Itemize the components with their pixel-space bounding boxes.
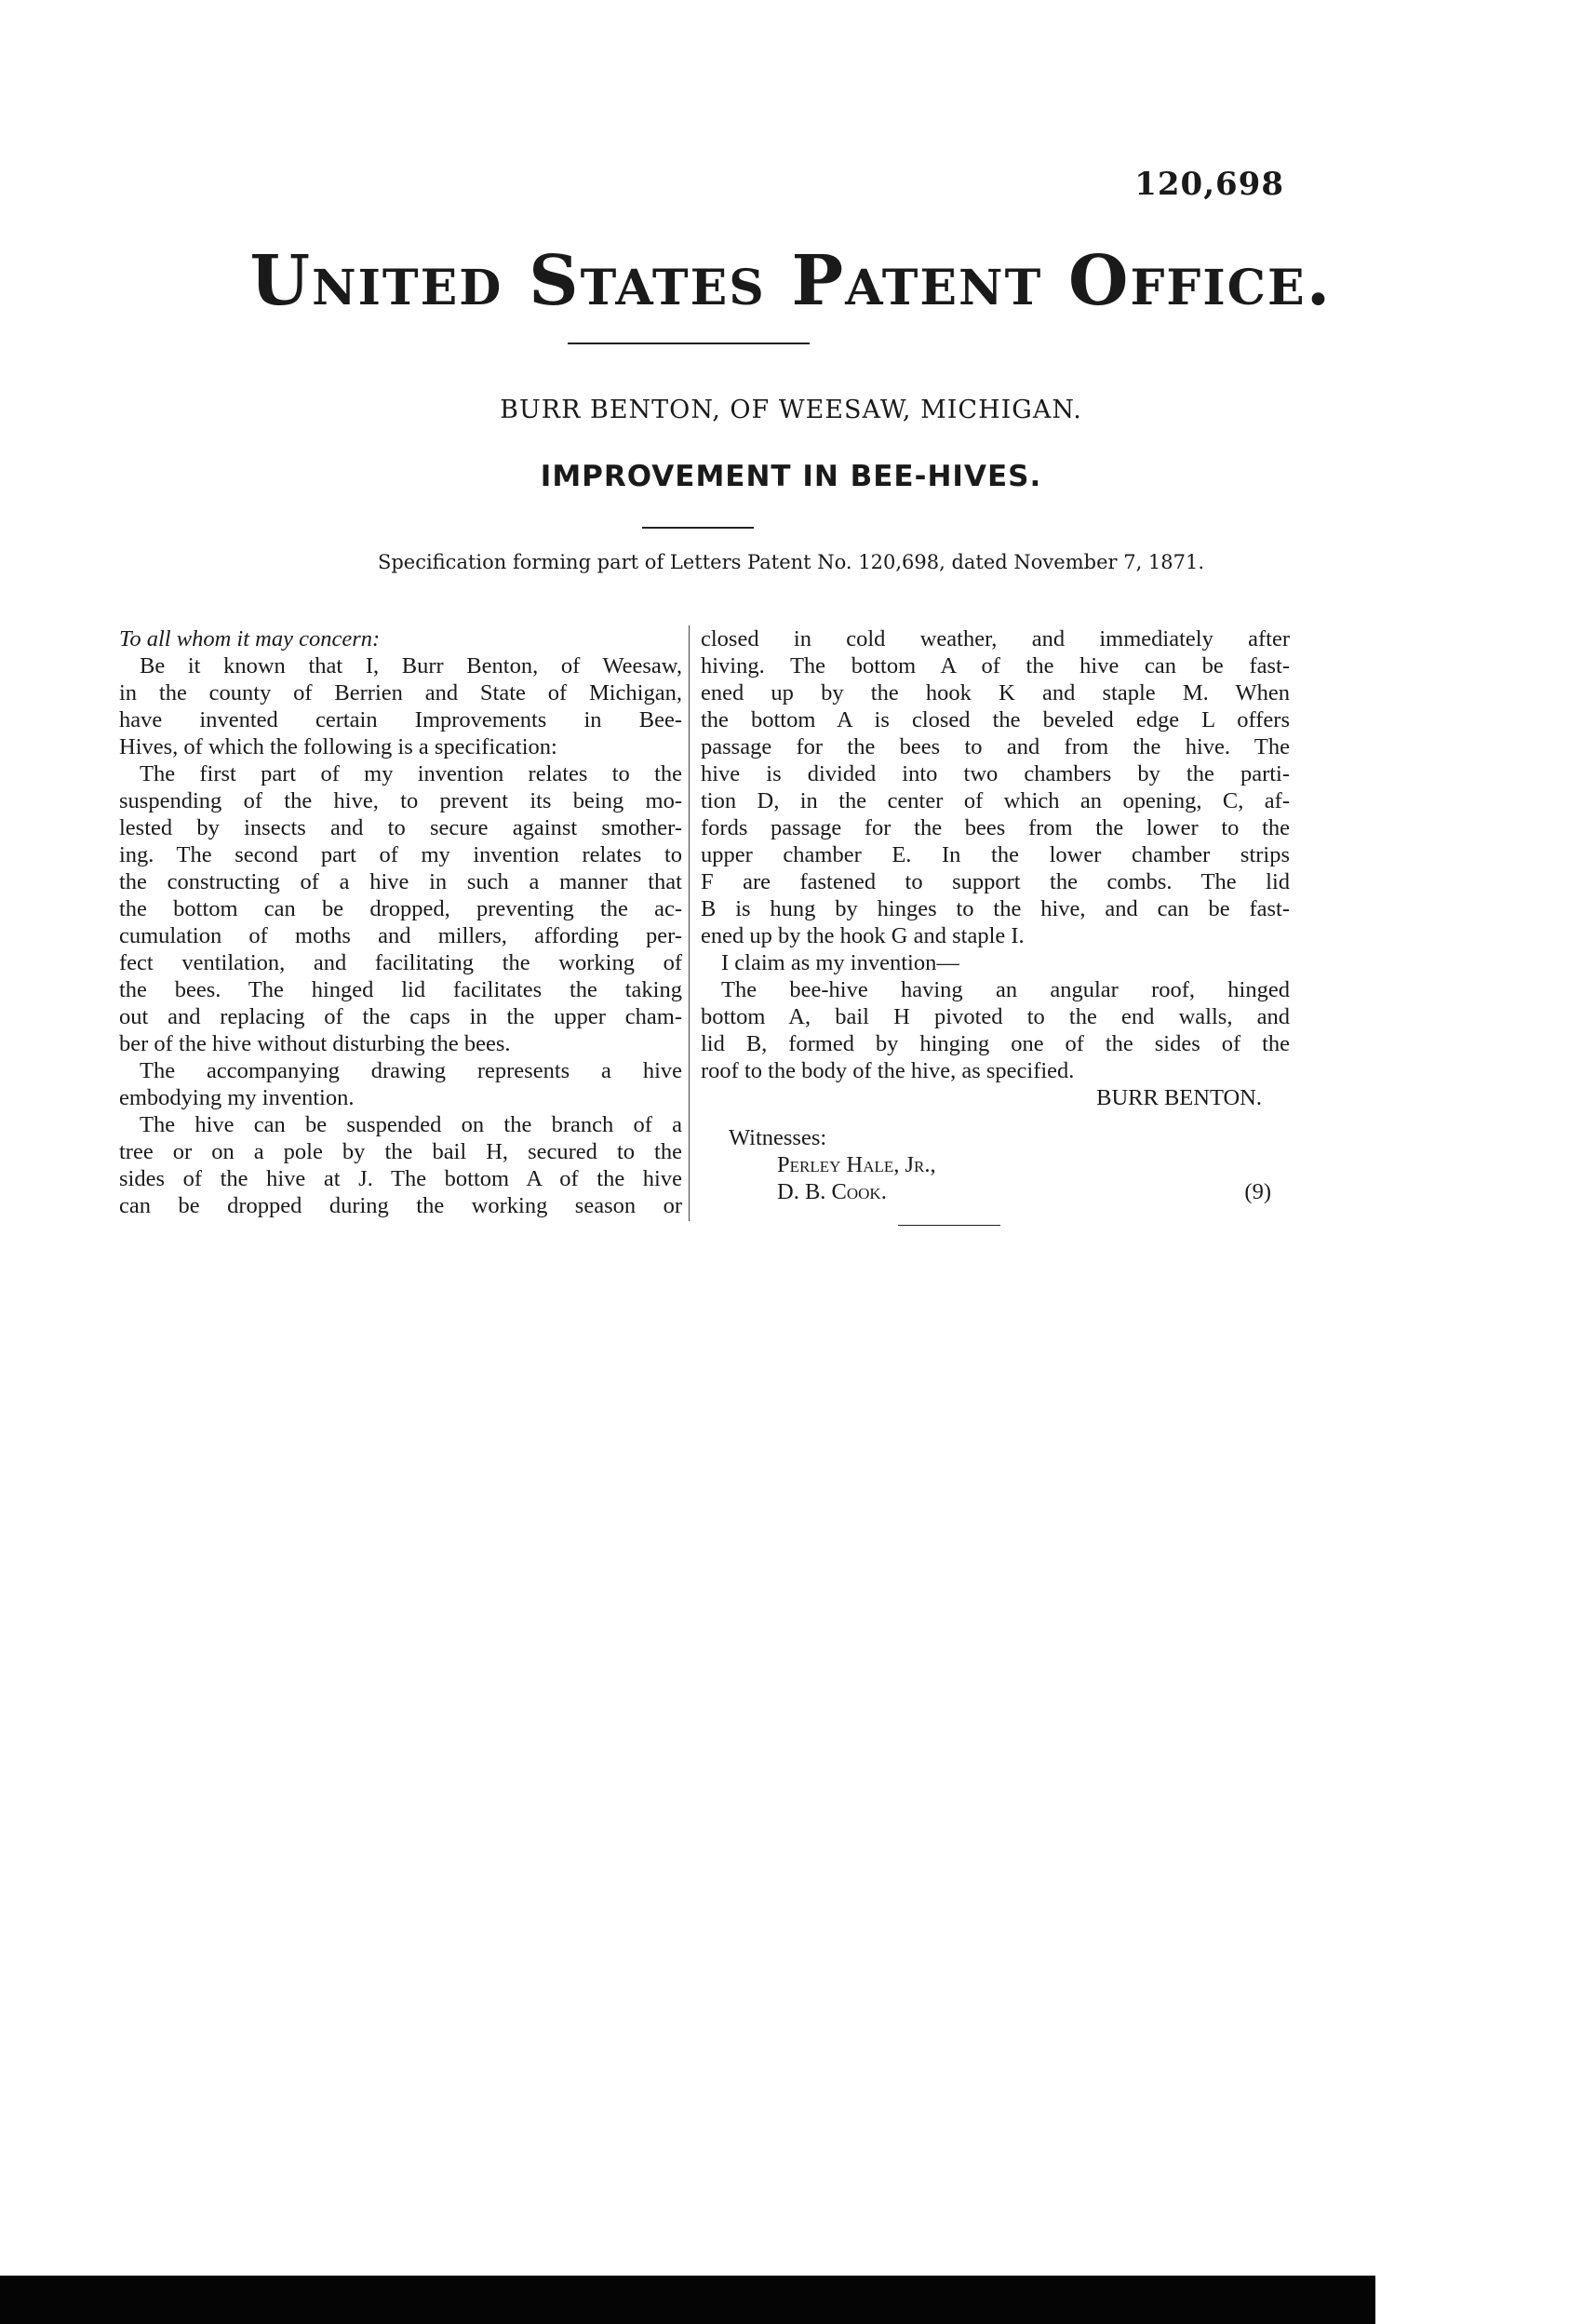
witness-row	[701, 1178, 1290, 1205]
claim-line: The bee-hive having an angular roof, hinged	[721, 977, 1290, 1002]
scan-bottom-band	[0, 2276, 1375, 2324]
text-line: the bottom can be dropped, preventing the ac-	[119, 896, 682, 921]
text-line: The first part of my invention relates to the	[140, 761, 682, 786]
witness-name: Perley Hale, Jr.,	[777, 1152, 936, 1177]
text-line: hive is divided into two chambers by the parti-	[701, 761, 1290, 786]
witness-name: D. B. Cook.	[777, 1179, 887, 1204]
claim-line: roof to the body of the hive, as specified.	[701, 1058, 1075, 1083]
text-line: embodying my invention.	[119, 1085, 355, 1110]
claim-line: bottom A, bail H pivoted to the end walls, and	[701, 1004, 1290, 1029]
inventor-line: BURR BENTON, OF WEESAW, MICHIGAN.	[500, 396, 1082, 424]
divider-rule	[642, 527, 754, 529]
specification-line: Specification forming part of Letters Patent No. 120,698, dated November 7, 1871.	[377, 551, 1205, 573]
text-line: F are fastened to support the combs. The lid	[701, 869, 1290, 894]
text-line: upper chamber E. In the lower chamber strips	[701, 842, 1290, 867]
column-divider	[689, 625, 690, 1221]
text-line: the bottom A is closed the beveled edge L offers	[701, 707, 1290, 732]
text-line: in the county of Berrien and State of Michigan,	[119, 680, 682, 705]
text-line: the constructing of a hive in such a manner that	[119, 869, 682, 894]
text-line: passage for the bees to and from the hive. The	[701, 734, 1290, 759]
text-line: The accompanying drawing represents a hive	[140, 1058, 682, 1083]
text-line: tree or on a pole by the bail H, secured to the	[119, 1139, 682, 1164]
text-line: have invented certain Improvements in Bee-	[119, 707, 682, 732]
text-line: lested by insects and to secure against smother-	[119, 815, 682, 840]
left-column	[119, 625, 682, 1219]
claim-intro: I claim as my invention—	[721, 950, 959, 975]
patent-number: 120,698	[1134, 166, 1284, 203]
text-line: fords passage for the bees from the lower to the	[701, 815, 1290, 840]
text-line: suspending of the hive, to prevent its being mo-	[119, 788, 682, 813]
text-line: fect ventilation, and facilitating the working of	[119, 950, 682, 975]
witnesses-label: Witnesses:	[729, 1125, 827, 1150]
text-line: tion D, in the center of which an opening, C, af-	[701, 788, 1290, 813]
claim-line: lid B, formed by hinging one of the sides of the	[701, 1031, 1290, 1056]
divider-rule	[568, 343, 810, 344]
text-line: The hive can be suspended on the branch of a	[140, 1112, 682, 1137]
sheet-mark: (9)	[1244, 1179, 1271, 1204]
text-line: cumulation of moths and millers, affording per-	[119, 923, 682, 948]
text-line: ened up by the hook K and staple M. When	[701, 680, 1290, 705]
text-line: ing. The second part of my invention relates to	[119, 842, 682, 867]
greeting: To all whom it may concern:	[119, 626, 381, 652]
text-line: ber of the hive without disturbing the bees.	[119, 1031, 511, 1056]
text-line: hiving. The bottom A of the hive can be fast-	[701, 653, 1290, 678]
text-line: closed in cold weather, and immediately after	[701, 626, 1290, 652]
text-line: ened up by the hook G and staple I.	[701, 923, 1025, 948]
text-line: B is hung by hinges to the hive, and can be fast-	[701, 896, 1290, 921]
text-line: the bees. The hinged lid facilitates the taking	[119, 977, 682, 1002]
text-line: Hives, of which the following is a specification:	[119, 734, 557, 759]
text-line: out and replacing of the caps in the upper cham-	[119, 1004, 682, 1029]
text-line: can be dropped during the working season or	[119, 1193, 682, 1218]
text-line: Be it known that I, Burr Benton, of Weesaw,	[140, 653, 682, 678]
divider-rule	[898, 1225, 1000, 1226]
office-title: United States Patent Office.	[249, 241, 1333, 321]
inventor-signature: BURR BENTON.	[1096, 1085, 1262, 1110]
text-line: sides of the hive at J. The bottom A of the hive	[119, 1166, 682, 1191]
invention-title: IMPROVEMENT IN BEE-HIVES.	[540, 460, 1042, 493]
right-column	[701, 625, 1290, 1205]
